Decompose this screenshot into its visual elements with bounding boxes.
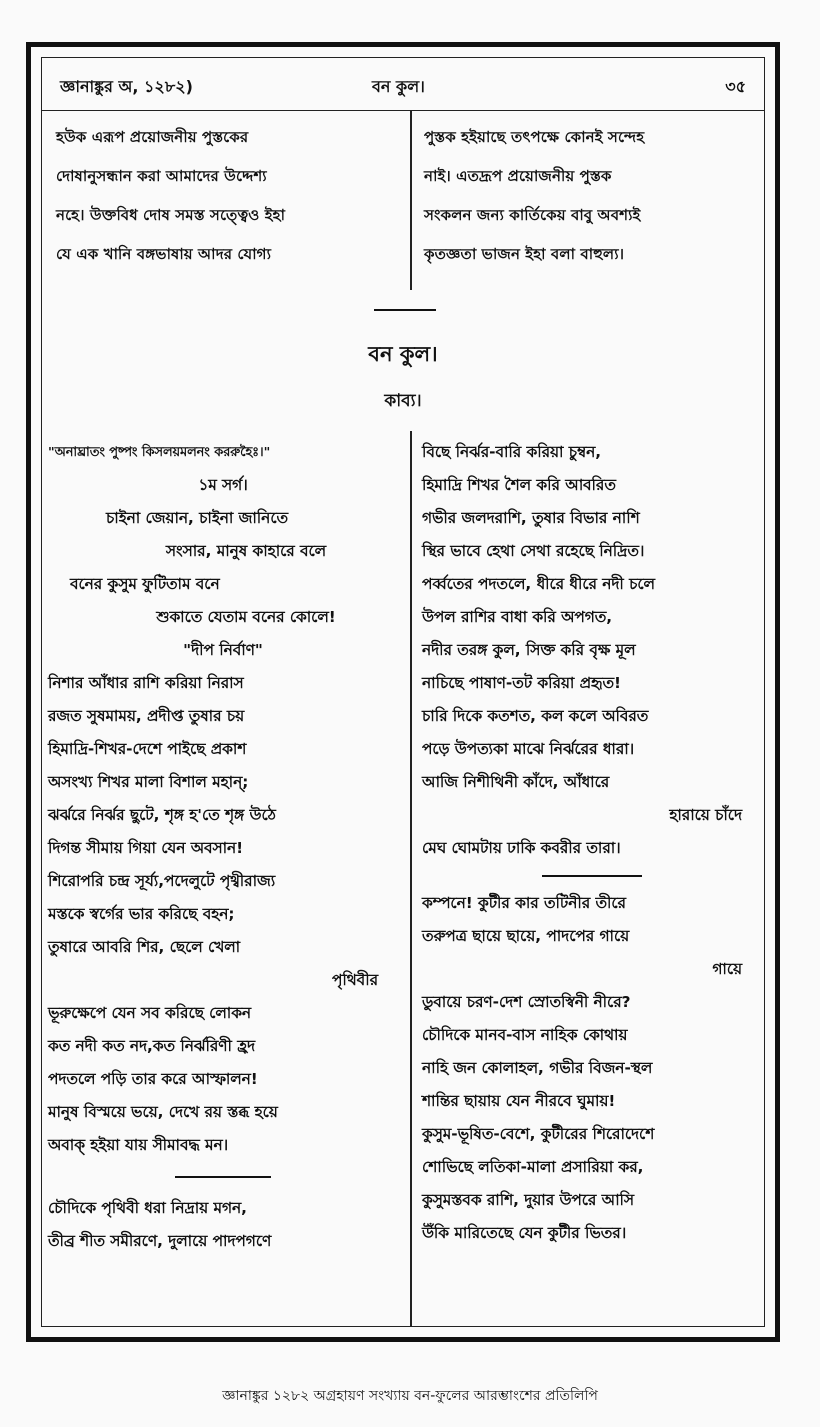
verse-line: চাইনা জেয়ান, চাইনা জানিতে bbox=[106, 509, 288, 527]
verse-line: চৌদিকে পৃথিবী ধরা নিদ্রায় মগন, bbox=[48, 1199, 247, 1217]
poem-right-column bbox=[422, 436, 762, 1250]
verse-line: অসংখ্য শিখর মালা বিশাল মহান্; bbox=[48, 773, 249, 791]
verse-line: আজি নিশীথিনী কাঁদে, আঁধারে bbox=[422, 773, 610, 791]
verse-line: মানুষ বিস্ময়ে ভয়ে, দেখে রয় স্তব্ধ হয়ে bbox=[48, 1103, 278, 1121]
verse-line: ১ম সর্গ। bbox=[198, 476, 248, 494]
poem-title: বন কুল। bbox=[368, 342, 438, 366]
verse-line: শান্তির ছায়ায় যেন নীরবে ঘুমায়! bbox=[422, 1092, 616, 1110]
verse-line: পৃথিবীর bbox=[332, 971, 378, 989]
running-header bbox=[42, 58, 764, 111]
verse-line: গায়ে bbox=[712, 960, 742, 978]
verse-line: পর্ব্বতের পদতলে, ধীরে ধীরে নদী চলে bbox=[422, 575, 655, 593]
section-rule bbox=[374, 309, 436, 311]
verse-line: "দীপ নির্বাণ" bbox=[183, 641, 263, 659]
verse-line: অবাক্ হইয়া যায় সীমাবদ্ধ মন। bbox=[48, 1136, 229, 1154]
intro-left-line: দোষানুসন্ধান করা আমাদের উদ্দেশ্য bbox=[56, 167, 267, 185]
verse-line: কম্পনে! কুটীর কার তটিনীর তীরে bbox=[422, 894, 626, 912]
verse-line: তীব্র শীত সমীরণে, দুলায়ে পাদপগণে bbox=[48, 1232, 272, 1250]
poem-left-column bbox=[48, 436, 398, 1258]
verse-line: রজত সুষমাময়, প্রদীপ্ত তুষার চয় bbox=[48, 707, 245, 725]
verse-line: নাহি জন কোলাহল, গভীর বিজন-স্থল bbox=[422, 1059, 653, 1077]
intro-column-divider bbox=[410, 110, 412, 290]
verse-line: ঝর্ঝরে নির্ঝর ছুটে, শৃঙ্গ হ'তে শৃঙ্গ উঠে bbox=[48, 806, 276, 824]
intro-right-line: সংকলন জন্য কার্তিকেয় বাবু অবশ্যই bbox=[424, 206, 641, 224]
page-inner-border bbox=[41, 57, 765, 1327]
verse-line: ভূরুক্ষেপে যেন সব করিছে লোকন bbox=[48, 1004, 252, 1022]
verse-line: চারি দিকে কতশত, কল কলে অবিরত bbox=[422, 707, 649, 725]
verse-line: মস্তকে স্বর্গের ভার করিছে বহন; bbox=[48, 905, 235, 923]
verse-line: শুকাতে যেতাম বনের কোলে! bbox=[156, 608, 336, 626]
poem-subtitle: কাব্য। bbox=[384, 391, 422, 411]
verse-line: হিমাদ্রি-শিখর-দেশে পাইছে প্রকাশ bbox=[48, 740, 247, 758]
verse-line: তরুপত্র ছায়ে ছায়ে, পাদপের গায়ে bbox=[422, 927, 630, 945]
verse-line: স্থির ভাবে হেথা সেথা রহেছে নিদ্রিত। bbox=[422, 542, 645, 560]
verse-line: বনের কুসুম ফুটিতাম বনে bbox=[70, 575, 220, 593]
intro-left-line: নহে। উক্তবিধ দোষ সমস্ত সত্ত্বেও ইহা bbox=[56, 206, 286, 224]
intro-left-column bbox=[56, 118, 398, 274]
verse-line: সংসার, মানুষ কাহারে বলে bbox=[165, 542, 327, 560]
verse-line: শোভিছে লতিকা-মালা প্রসারিয়া কর, bbox=[422, 1158, 644, 1176]
verse-line: বিছে নির্ঝর-বারি করিয়া চুম্বন, bbox=[422, 443, 602, 461]
stanza-separator bbox=[542, 875, 642, 877]
verse-line: তুষারে আবরি শির, ছেলে খেলা bbox=[48, 938, 241, 956]
intro-right-line: নাই। এতদ্রূপ প্রয়োজনীয় পুস্তক bbox=[424, 167, 612, 185]
verse-line: গভীর জলদরাশি, তুষার বিভার নাশি bbox=[422, 509, 640, 527]
verse-line: দিগন্ত সীমায় গিয়া যেন অবসান! bbox=[48, 839, 244, 857]
verse-line: পড়ে উপত্যকা মাঝে নির্ঝরের ধারা। bbox=[422, 740, 635, 758]
intro-left-line: হউক এরূপ প্রয়োজনীয় পুস্তকের bbox=[56, 128, 249, 146]
intro-right-column bbox=[424, 118, 766, 274]
verse-line: হিমাদ্রি শিখর শৈল করি আবরিত bbox=[422, 476, 616, 494]
stanza-separator bbox=[175, 1176, 271, 1178]
figure-caption: জ্ঞানাঙ্কুর ১২৮২ অগ্রহায়ণ সংখ্যায় বন-ফুলের আরম্ভাংশের প্রতিলিপি bbox=[222, 1388, 598, 1404]
verse-line: কুসুম-ভূষিত-বেশে, কুটীরের শিরোদেশে bbox=[422, 1125, 655, 1143]
verse-line: মেঘ ঘোমটায় ঢাকি কবরীর তারা। bbox=[422, 839, 621, 857]
verse-line: কত নদী কত নদ,কত নির্ঝরিণী হ্রদ bbox=[48, 1037, 256, 1055]
verse-line: উঁকি মারিতেছে যেন কুটীর ভিতর। bbox=[422, 1224, 627, 1242]
verse-line: কুসুমস্তবক রাশি, দুয়ার উপরে আসি bbox=[422, 1191, 634, 1209]
verse-line: "অনাঘ্রাতং পুষ্পং কিসলয়মলনং কররুহৈঃ।" bbox=[48, 445, 271, 460]
poem-column-divider bbox=[410, 431, 412, 1326]
verse-line: উপল রাশির বাধা করি অপগত, bbox=[422, 608, 613, 626]
header-journal-issue: জ্ঞানাঙ্কুর অ, ১২৮২) bbox=[60, 77, 193, 96]
intro-right-line: পুস্তক হইয়াছে তৎপক্ষে কোনই সন্দেহ bbox=[424, 128, 645, 146]
verse-line: নদীর তরঙ্গ কুল, সিক্ত করি বৃক্ষ মূল bbox=[422, 641, 636, 659]
header-title: বন কুল। bbox=[372, 77, 425, 96]
page-number: ৩৫ bbox=[725, 77, 746, 96]
verse-line: নিশার আঁধার রাশি করিয়া নিরাস bbox=[48, 674, 244, 692]
page-frame bbox=[26, 42, 780, 1342]
intro-left-line: যে এক খানি বঙ্গভাষায় আদর যোগ্য bbox=[56, 245, 272, 263]
verse-line: ডুবায়ে চরণ-দেশ স্রোতস্বিনী নীরে? bbox=[422, 993, 631, 1011]
verse-line: নাচিছে পাষাণ-তট করিয়া প্রহৃত! bbox=[422, 674, 621, 692]
verse-line: চৌদিকে মানব-বাস নাহিক কোথায় bbox=[422, 1026, 628, 1044]
verse-line: শিরোপরি চন্দ্র সূর্য্য,পদেলুটে পৃথ্বীরাজ্য bbox=[48, 872, 276, 890]
verse-line: পদতলে পড়ি তার করে আস্ফালন! bbox=[48, 1070, 258, 1088]
intro-right-line: কৃতজ্ঞতা ভাজন ইহা বলা বাহুল্য। bbox=[424, 245, 625, 263]
verse-line: হারায়ে চাঁদে bbox=[669, 806, 742, 824]
